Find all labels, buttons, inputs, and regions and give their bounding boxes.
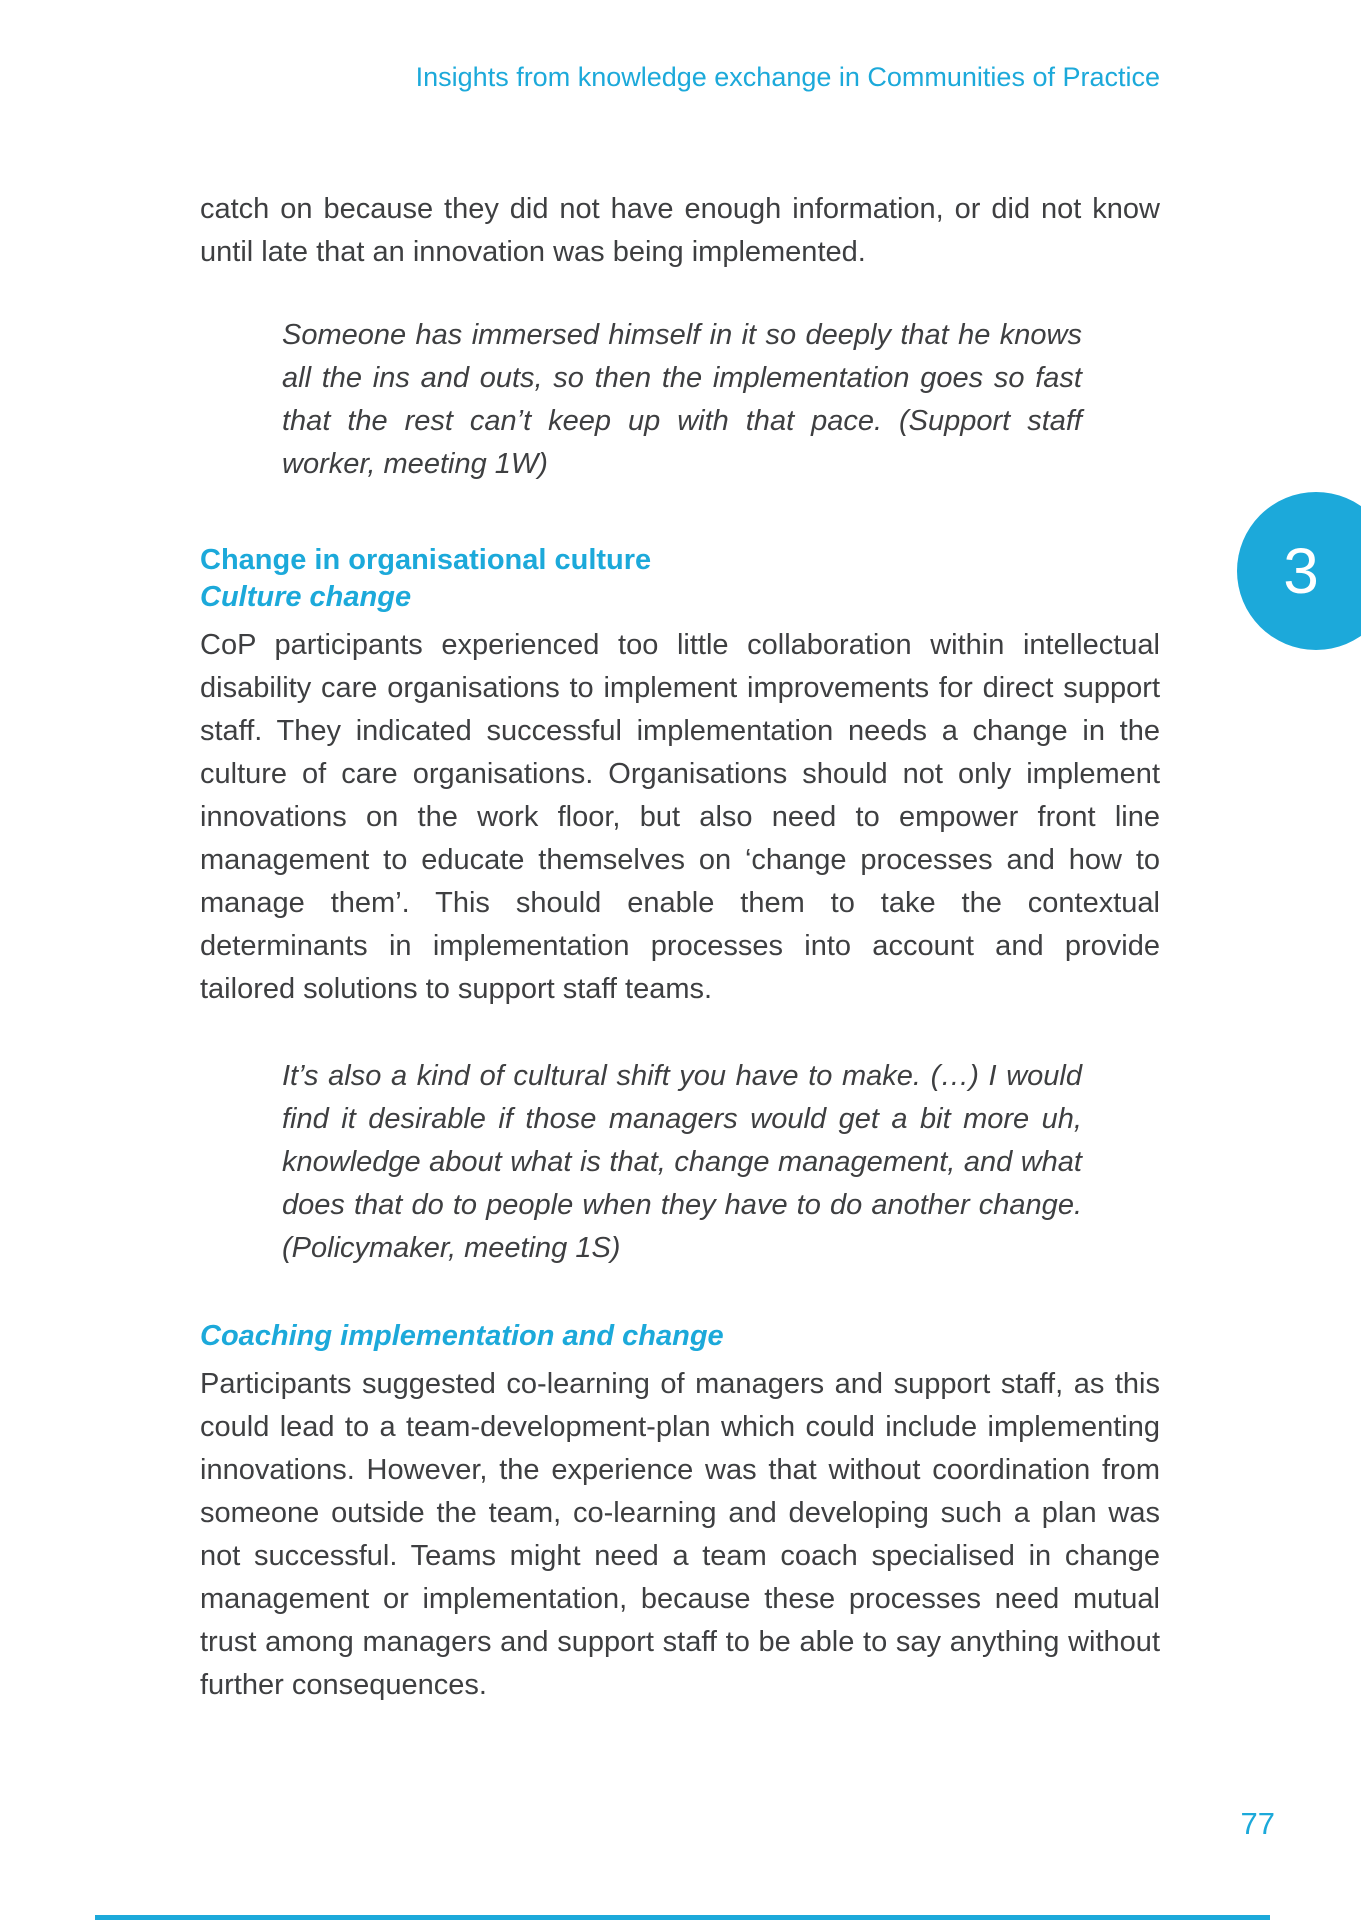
- section-heading-change-in-organisational-culture: Change in organisational culture: [200, 544, 652, 576]
- subheading-coaching-implementation-and-change: Coaching implementation and change: [200, 1320, 724, 1352]
- paragraph-implementation-info: catch on because they did not have enough information, or did not know until late that an innovation was being implemented.: [200, 193, 1160, 268]
- chapter-number: 3: [1283, 535, 1319, 607]
- quote-policymaker: It’s also a kind of cultural shift you have to make. (…) I would find it desirable if those managers would get a bit more uh, knowledge about what is that, change management, and what does that do to people when they have to do another change. (Policymaker, meeting 1S): [282, 1060, 1082, 1264]
- paragraph-culture-change: CoP participants experienced too little collaboration within intellectual disability care organisations to implement improvements for direct support staff. They indicated successful implementation needs a change in the culture of care organisations. Organisations should not only implement innovations on the work floor, but also need to empower front line management to educate themselves on ‘change processes and how to manage them’. This should enable them to take the contextual determinants in implementation processes into account and provide tailored solutions to support staff teams.: [200, 629, 1160, 1005]
- quote-support-staff-worker: Someone has immersed himself in it so deeply that he knows all the ins and outs, so then the implementation goes so fast that the rest can’t keep up with that pace. (Support staff worker, meeting 1W): [282, 319, 1082, 480]
- bottom-accent-bar: [95, 1915, 1270, 1920]
- page-number: 77: [1240, 1806, 1275, 1841]
- page-content: [200, 188, 1160, 1707]
- running-header: Insights from knowledge exchange in Communities of Practice: [415, 62, 1160, 92]
- subheading-culture-change: Culture change: [200, 581, 412, 613]
- chapter-tab: [1237, 492, 1361, 650]
- paragraph-coaching: Participants suggested co-learning of managers and support staff, as this could lead to a team-development-plan which could include implementing innovations. However, the experience was that without coordination from someone outside the team, co-learning and developing such a plan was not successful. Teams might need a team coach specialised in change management or implementation, because these processes need mutual trust among managers and support staff to be able to say anything without further consequences.: [200, 1368, 1160, 1701]
